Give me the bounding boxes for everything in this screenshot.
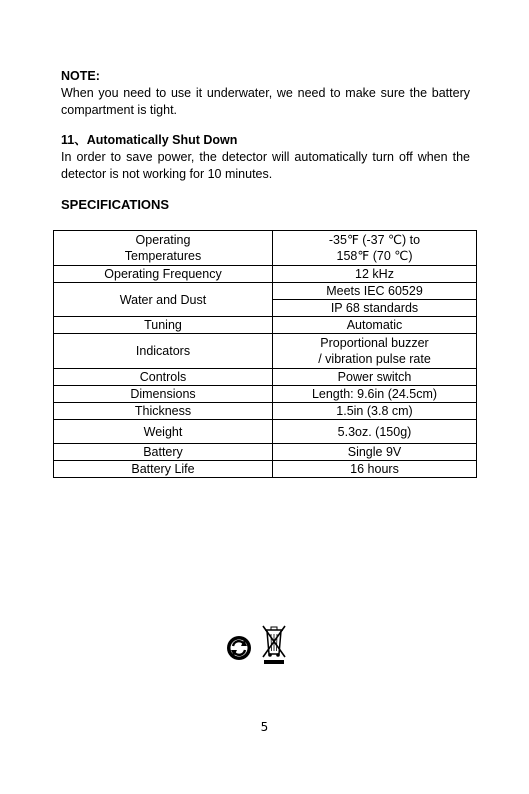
spec-value: IP 68 standards xyxy=(273,300,477,317)
section-11-body: In order to save power, the detector will automatically turn off when the detector is not working for 10 minutes. xyxy=(61,150,470,181)
spec-value: Automatic xyxy=(273,317,477,334)
spec-label: Weight xyxy=(54,420,273,444)
page-number: 5 xyxy=(260,720,269,734)
recycle-icon xyxy=(227,636,251,660)
table-row xyxy=(54,317,477,334)
spec-value-line: -35℉ (-37 ℃) to xyxy=(328,233,421,247)
crossed-bin-icon xyxy=(263,626,285,664)
spec-value: Meets IEC 60529 xyxy=(273,283,477,300)
spec-label: Dimensions xyxy=(54,386,273,403)
note-heading: NOTE: xyxy=(61,69,100,83)
spec-label-line: Temperatures xyxy=(124,249,202,263)
spec-value-line: / vibration pulse rate xyxy=(318,352,431,366)
spec-label: Thickness xyxy=(54,403,273,420)
spec-label: Battery Life xyxy=(54,461,273,478)
spec-label: Tuning xyxy=(54,317,273,334)
table-row xyxy=(54,369,477,386)
spec-value: 16 hours xyxy=(273,461,477,478)
spec-value: Length: 9.6in (24.5cm) xyxy=(273,386,477,403)
spec-label: Battery xyxy=(54,444,273,461)
spec-label: Operating Frequency xyxy=(54,266,273,283)
table-row xyxy=(54,334,477,369)
table-row xyxy=(54,283,477,300)
spec-value: Single 9V xyxy=(273,444,477,461)
spec-value: 12 kHz xyxy=(273,266,477,283)
spec-label: Water and Dust xyxy=(54,283,273,317)
spec-value: Power switch xyxy=(273,369,477,386)
table-row xyxy=(54,461,477,478)
spec-value-line: Proportional buzzer xyxy=(320,336,429,350)
compliance-logos xyxy=(225,624,295,666)
section-11-heading: 11、Automatically Shut Down xyxy=(61,133,238,147)
compliance-logos-svg xyxy=(225,624,295,666)
spec-value: 5.3oz. (150g) xyxy=(273,420,477,444)
spec-label: Indicators xyxy=(54,334,273,369)
note-body: When you need to use it underwater, we need to make sure the battery compartment is tight. xyxy=(61,86,470,117)
table-row xyxy=(54,403,477,420)
spec-value-line: 158℉ (70 ℃) xyxy=(336,249,413,263)
specifications-heading: SPECIFICATIONS xyxy=(61,197,170,212)
spec-value xyxy=(273,334,477,369)
table-row xyxy=(54,231,477,266)
spec-label xyxy=(54,231,273,266)
table-row xyxy=(54,266,477,283)
spec-label: Controls xyxy=(54,369,273,386)
spec-label-line: Operating xyxy=(135,233,191,247)
spec-value xyxy=(273,231,477,266)
spec-value: 1.5in (3.8 cm) xyxy=(273,403,477,420)
table-row xyxy=(54,444,477,461)
table-row xyxy=(54,420,477,444)
specifications-table xyxy=(53,230,477,478)
table-row xyxy=(54,386,477,403)
